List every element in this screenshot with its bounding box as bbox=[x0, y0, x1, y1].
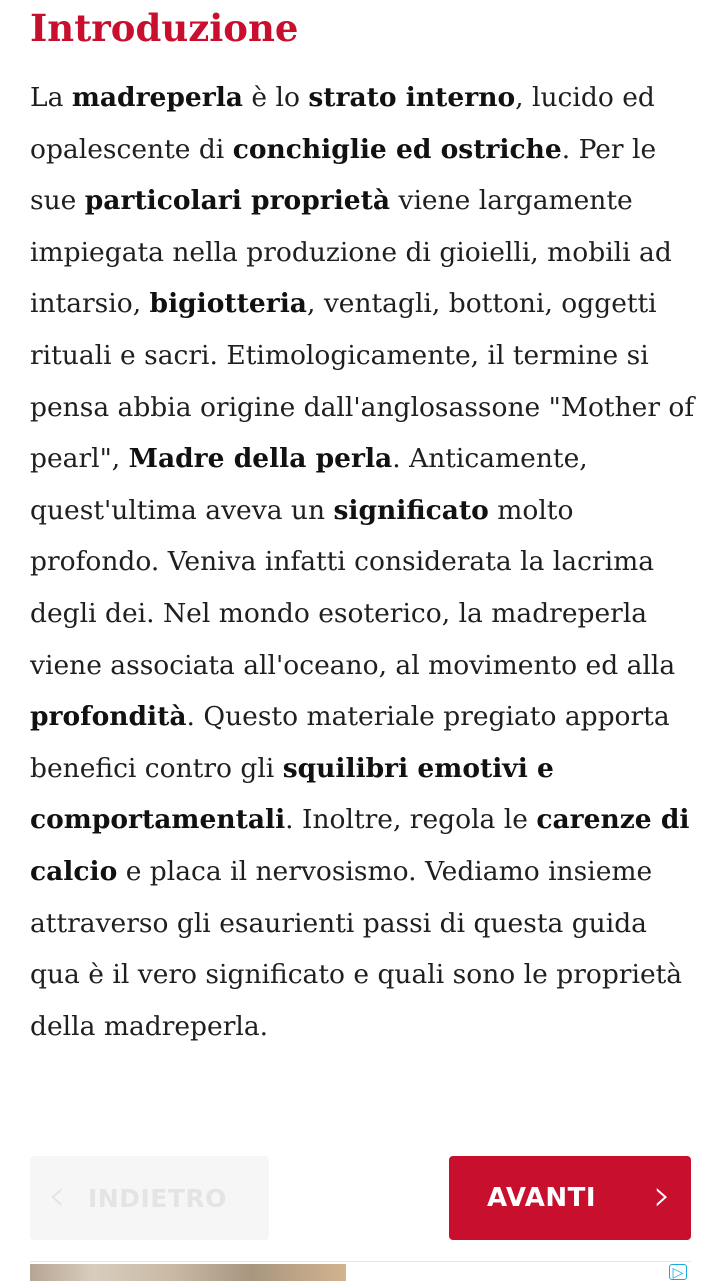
bold-text-run: carenze di calcio bbox=[30, 804, 690, 887]
text-run: molto profondo. Veniva infatti considerata la lacrima degli dei. Nel mondo esoterico, la madreperla viene associata all'oceano, al movimento ed alla bbox=[30, 494, 676, 681]
next-button[interactable] bbox=[449, 1156, 691, 1240]
text-run: viene largamente impiegata nella produzione di gioielli, mobili ad intarsio, bbox=[30, 185, 672, 320]
bold-text-run: bigiotteria bbox=[149, 288, 307, 320]
text-run: è lo bbox=[242, 82, 309, 113]
bold-text-run: significato bbox=[333, 494, 489, 526]
bold-text-run: squilibri emotivi e comportamentali bbox=[30, 752, 554, 836]
page-title: Introduzione bbox=[30, 6, 299, 50]
text-run: La bbox=[30, 82, 72, 113]
ad-banner[interactable] bbox=[30, 1261, 691, 1281]
text-run: . Anticamente, quest'ultima aveva un bbox=[30, 443, 588, 526]
text-run: e placa il nervosismo. Vediamo insieme attraverso gli esaurienti passi di questa guida qua è il vero significato e quali sono le proprietà della madreperla. bbox=[30, 855, 683, 1042]
bold-text-run: profondità bbox=[30, 701, 187, 733]
chevron-right-icon: › bbox=[653, 1170, 671, 1221]
bold-text-run: strato interno bbox=[308, 82, 516, 113]
adchoices-icon[interactable]: ▷ bbox=[669, 1264, 687, 1280]
bold-text-run: madreperla bbox=[71, 82, 243, 113]
text-run: , lucido ed opalescente di bbox=[30, 82, 655, 165]
text-run: . Questo materiale pregiato apporta benefici contro gli bbox=[30, 701, 670, 784]
next-button-label: AVANTI bbox=[487, 1183, 597, 1213]
text-run: . Per le sue bbox=[30, 133, 657, 217]
bold-text-run: particolari proprietà bbox=[84, 185, 391, 217]
text-run: . Inoltre, regola le bbox=[285, 804, 537, 836]
bold-text-run: conchiglie ed ostriche bbox=[232, 133, 562, 165]
article-paragraph bbox=[30, 72, 695, 1052]
bold-text-run: Madre della perla bbox=[128, 443, 393, 475]
back-button-label: INDIETRO bbox=[88, 1184, 227, 1213]
chevron-left-icon: ‹ bbox=[48, 1170, 66, 1221]
back-button[interactable] bbox=[30, 1156, 269, 1240]
ad-image[interactable] bbox=[30, 1264, 346, 1281]
text-run: , ventagli, bottoni, oggetti rituali e sacri. Etimologicamente, il termine si pensa abbia origine dall'anglosassone "Mother of pearl", bbox=[30, 288, 695, 475]
